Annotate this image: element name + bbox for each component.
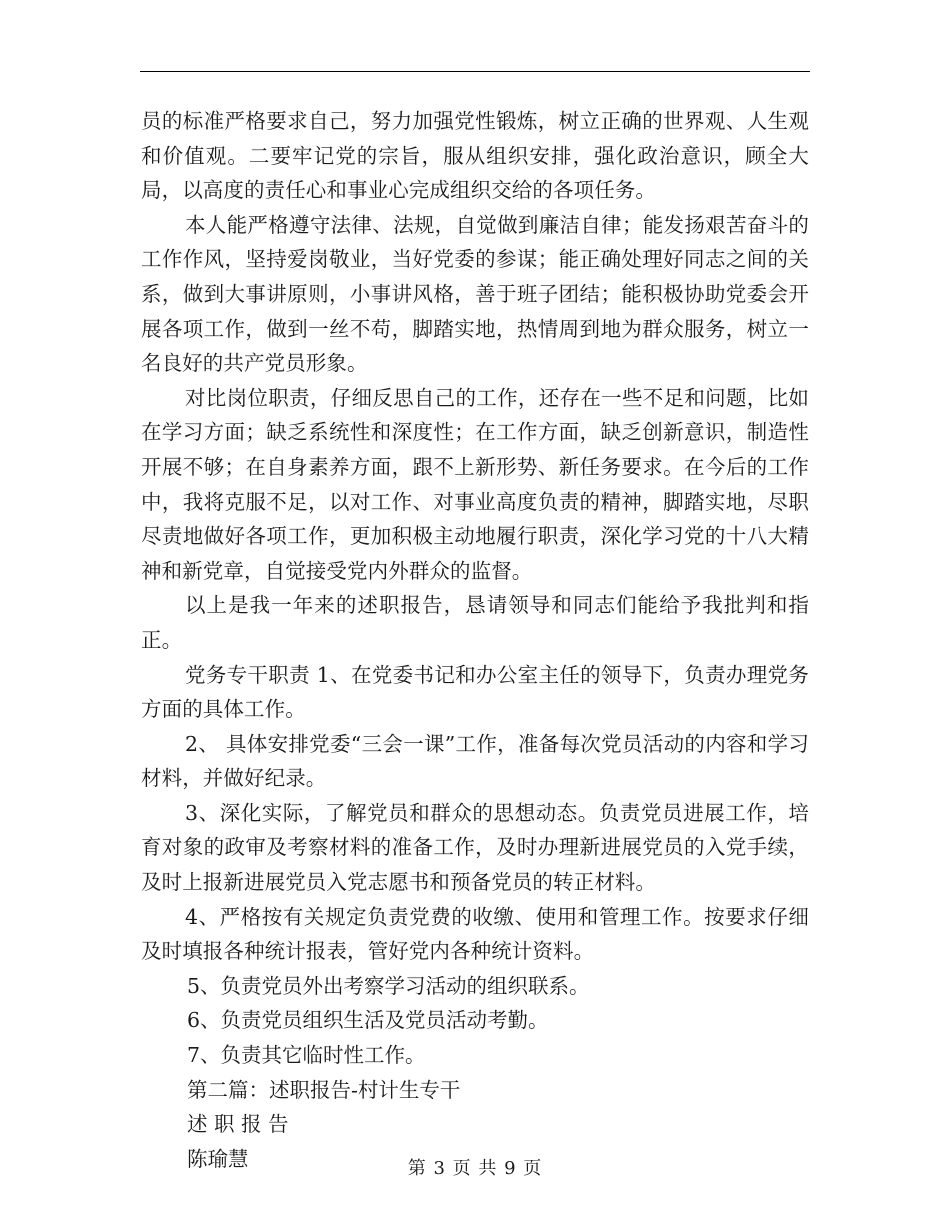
document-body [141, 104, 809, 1176]
report-title: 述 职 报 告 [187, 1112, 289, 1137]
paragraph-5: 党务专干职责 1、在党委书记和办公室主任的领导下，负责办理党务方面的具体工作。 [141, 662, 809, 722]
paragraph-6: 2、 具体安排党委“三会一课”工作，准备每次党员活动的内容和学习材料，并做好纪录。 [141, 731, 809, 791]
paragraph-3: 对比岗位职责，仔细反思自己的工作，还存在一些不足和问题，比如在学习方面；缺乏系统性和深度性；在工作方面，缺乏创新意识，制造性开展不够；在自身素养方面，跟不上新形势、新任务要求。在今后的工作中，我将克服不足，以对工作、对事业高度负责的精神，脚踏实地，尽职尽责地做好各项工作，更加积极主动地履行职责，深化学习党的十八大精神和新党章，自觉接受党内外群众的监督。 [141, 385, 809, 583]
paragraph-4: 以上是我一年来的述职报告，恳请领导和同志们能给予我批判和指正。 [141, 593, 809, 652]
paragraph-1: 员的标准严格要求自己，努力加强党性锻炼，树立正确的世界观、人生观和价值观。二要牢记党的宗旨，服从组织安排，强化政治意识，顾全大局，以高度的责任心和事业心完成组织交给的各项任务。 [141, 109, 809, 203]
paragraph-2: 本人能严格遵守法律、法规，自觉做到廉洁自律；能发扬艰苦奋斗的工作作风，坚持爱岗敬业，当好党委的参谋；能正确处理好同志之间的关系，做到大事讲原则，小事讲风格，善于班子团结；能积极协助党委会开展各项工作，做到一丝不苟，脚踏实地，热情周到地为群众服务，树立一名良好的共产党员形象。 [141, 212, 809, 376]
duty-item-6: 6、负责党员组织生活及党员活动考勤。 [187, 1008, 549, 1033]
author-name: 陈瑜慧 [187, 1146, 249, 1171]
page-number: 第 3 页 共 9 页 [407, 1158, 543, 1179]
header-rule [140, 71, 810, 72]
chapter-heading: 第二篇：述职报告-村计生专干 [187, 1077, 461, 1102]
paragraph-7: 3、深化实际，了解党员和群众的思想动态。负责党员进展工作，培育对象的政审及考察材料的准备工作，及时办理新进展党员的入党手续，及时上报新进展党员入党志愿书和预备党员的转正材料。 [141, 800, 809, 895]
duty-item-5: 5、负责党员外出考察学习活动的组织联系。 [187, 973, 590, 998]
paragraph-8: 4、严格按有关规定负责党费的收缴、使用和管理工作。按要求仔细及时填报各种统计报表，管好党内各种统计资料。 [141, 904, 809, 964]
duty-item-7: 7、负责其它临时性工作。 [187, 1043, 426, 1068]
